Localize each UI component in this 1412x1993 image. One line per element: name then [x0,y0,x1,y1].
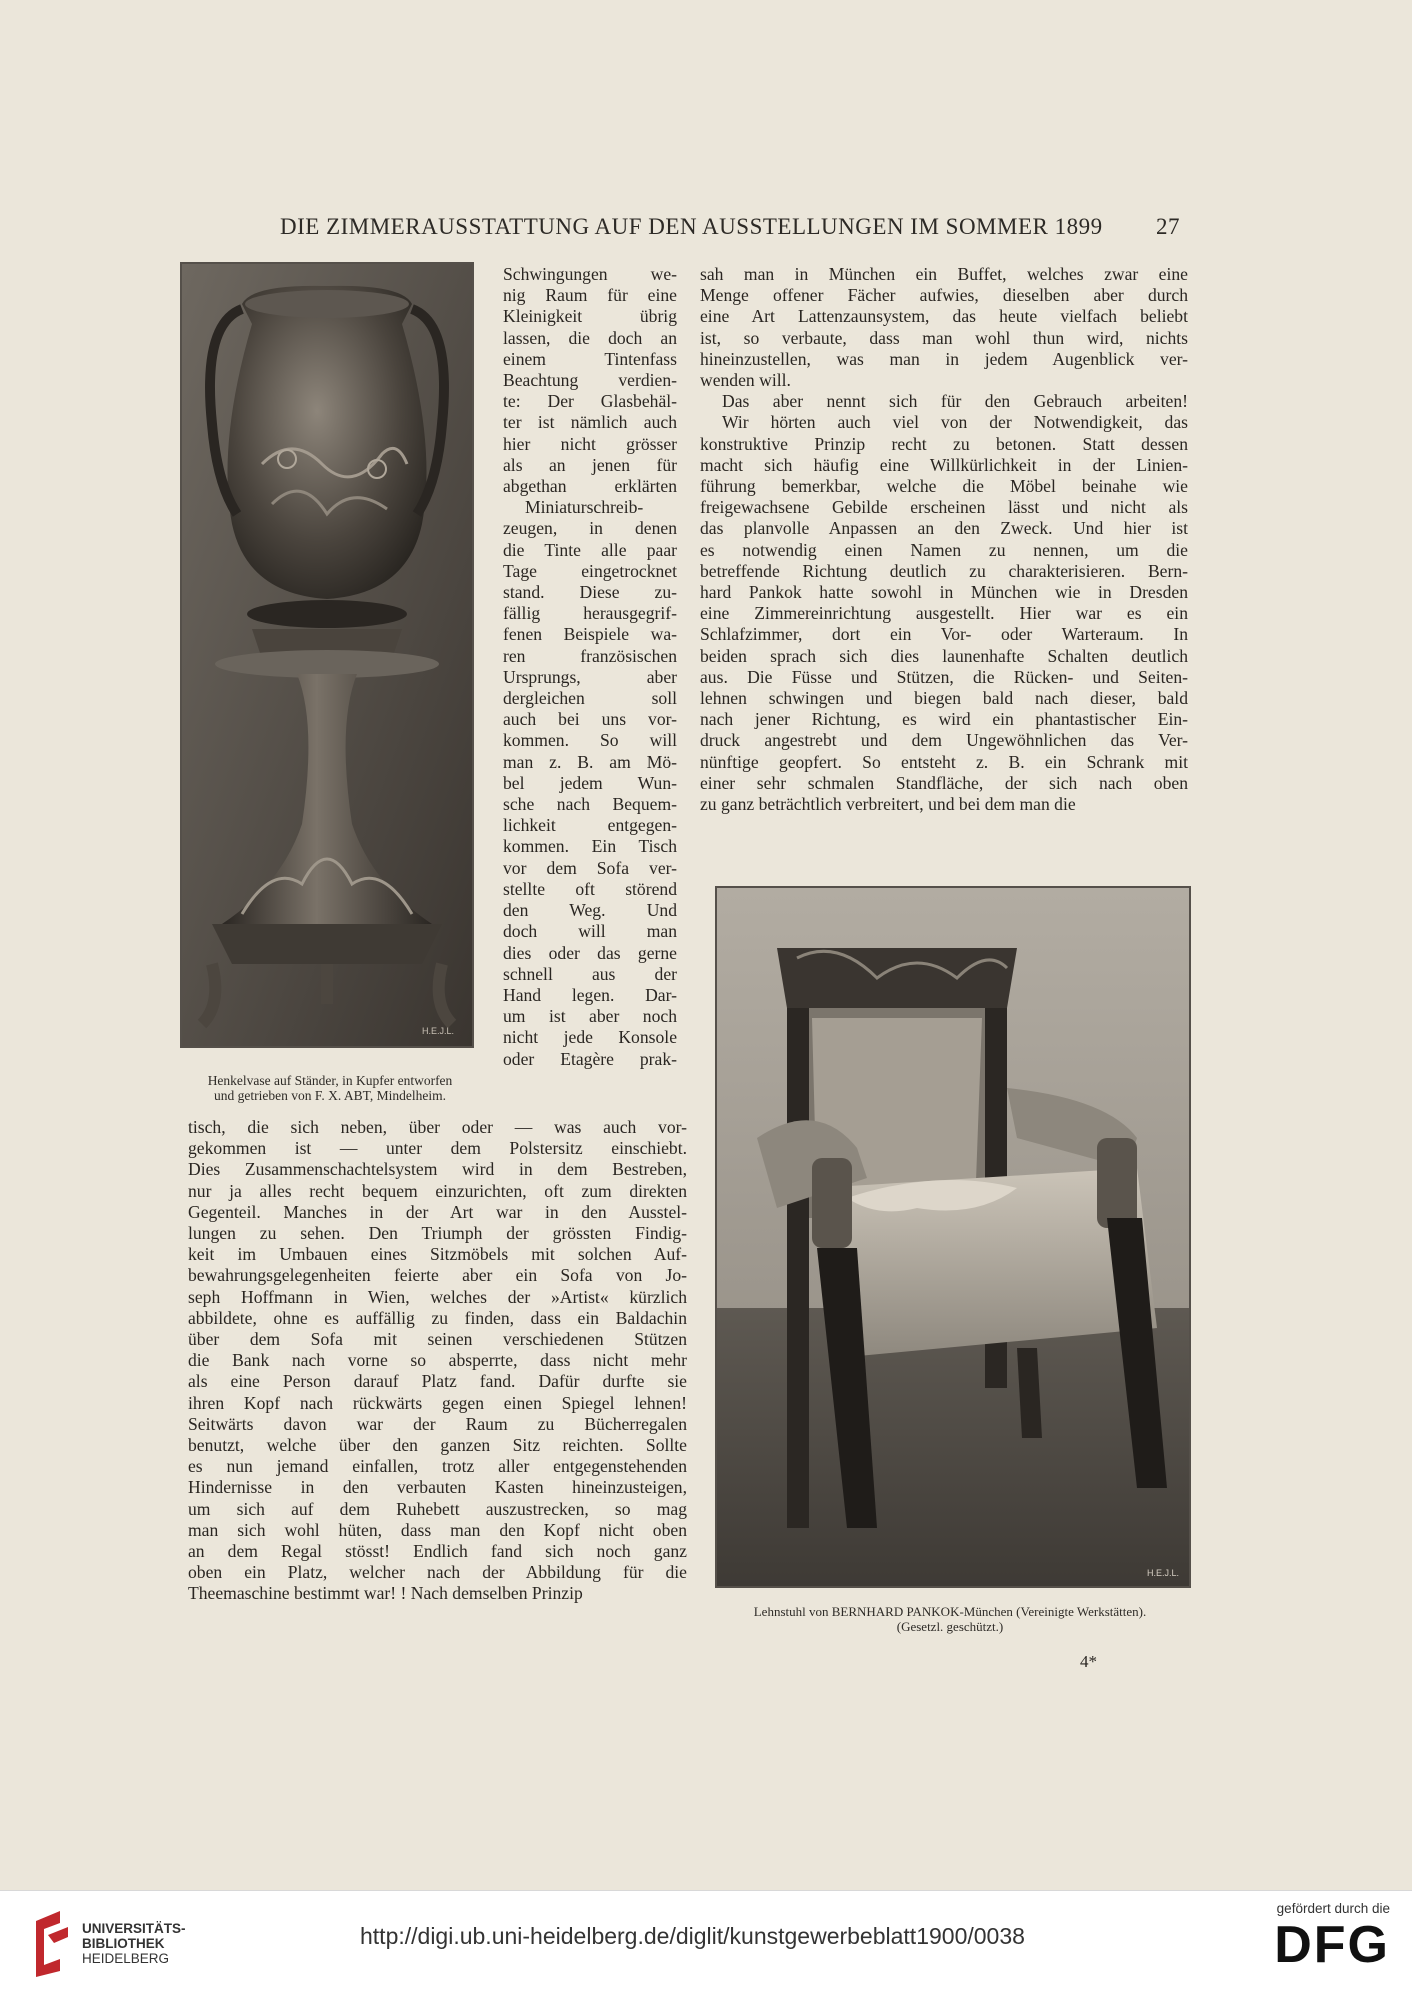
text-line: Kleinigkeit übrig [503,306,677,327]
text-line: benutzt, welche über den ganzen Sitz reichten. Sollte [188,1435,687,1456]
armchair-illustration [715,886,1191,1588]
text-line: Wir hörten auch viel von der Notwendigkeit, das [722,412,1188,433]
text-column-narrow [503,264,677,1070]
text-line: wenden will. [700,370,791,391]
text-line: Hindernisse in den verbauten Kasten hineinzusteigen, [188,1477,687,1498]
text-line: eine Art Lattenzaunsystem, das heute vielfach beliebt [700,306,1188,327]
text-line: Menge offener Fächer aufwies, dieselben aber durch [700,285,1188,306]
armchair-caption-line1: Lehnstuhl von BERNHARD PANKOK-München (Vereinigte Werkstätten). [753,1604,1147,1619]
text-line: an dem Regal stösst! Endlich fand sich noch ganz [188,1541,687,1562]
text-line: zu ganz beträchtlich verbreitert, und bei dem man die [700,794,1076,815]
footer-bar [0,1890,1412,1993]
text-line: gekommen ist — unter dem Polstersitz einschiebt. [188,1138,687,1159]
text-line: als eine Person darauf Platz fand. Dafür durfte sie [188,1371,687,1392]
vase-drawing [182,264,472,1046]
text-line: Tage eingetrocknet [503,560,677,581]
text-line: nünftige geopfert. So entsteht z. B. ein Schrank mit [700,751,1188,772]
text-line: hard Pankok hatte sowohl in München wie in Dresden [700,582,1188,603]
text-line: ist, so verbaute, dass man wohl thun wird, nichts [700,327,1188,348]
text-line: Hand legen. Dar- [503,984,677,1005]
text-line: es nun jemand einfallen, trotz aller entgegenstehenden [188,1456,687,1477]
page-number: 27 [1156,214,1180,239]
text-line: Seitwärts davon war der Raum zu Bücherregalen [188,1413,687,1434]
vase-caption-line1: Henkelvase auf Ständer, in Kupfer entworfen [207,1073,453,1088]
text-line: um ist aber noch [503,1006,677,1027]
text-line: bel jedem Wun- [503,772,677,793]
library-emblem-icon [30,1907,74,1977]
text-line: keit im Umbauen eines Sitzmöbels mit solchen Auf- [188,1244,687,1265]
text-line: hineinzustellen, was man in jedem Augenblick ver- [700,348,1188,369]
text-line: kommen. Ein Tisch [503,836,677,857]
library-name [82,1921,186,1966]
header-title: DIE ZIMMERAUSSTATTUNG AUF DEN AUSSTELLUNGEN IM SOMMER 1899 [280,214,1103,239]
library-name-line1: UNIVERSITÄTS- [82,1921,186,1936]
text-line: betreffende Richtung deutlich zu charakterisieren. Bern- [700,560,1188,581]
text-line: seph Hoffmann in Wien, welches der »Artist« kürzlich [188,1286,687,1307]
text-line: lichkeit entgegen- [503,815,677,836]
text-line: oben ein Platz, welcher nach der Abbildung für die [188,1562,687,1583]
funded-by-label: gefördert durch die [1276,1901,1390,1916]
text-line: konstruktive Prinzip recht zu betonen. Statt dessen [700,433,1188,454]
text-line: zeugen, in denen [503,518,677,539]
text-line: te: Der Glasbehäl- [503,391,677,412]
text-line: als an jenen für [503,454,677,475]
text-line: einer sehr schmalen Standfläche, der sich nach oben [700,772,1188,793]
text-line: fällig herausgegrif- [503,603,677,624]
library-logo [30,1907,190,1977]
text-line: Miniaturschreib- [525,497,644,518]
text-line: aus. Die Füsse und Stützen, die Rücken- und Seiten- [700,666,1188,687]
text-line: Das aber nennt sich für den Gebrauch arbeiten! [722,391,1188,412]
text-line: stand. Diese zu- [503,582,677,603]
text-line: Beachtung verdien- [503,370,677,391]
armchair-caption [700,1604,1200,1634]
text-column-right [700,264,1188,815]
text-line: Theemaschine bestimmt war! ! Nach demselben Prinzip [188,1583,583,1604]
text-line: beiden sprach sich dies launenhafte Schalten deutlich [700,645,1188,666]
text-line: über dem Sofa mit seinen verschiedenen Stützen [188,1329,687,1350]
text-line: ren französischen [503,645,677,666]
text-line: Gegenteil. Manches in der Art war in den Ausstel- [188,1201,687,1222]
text-line: schnell aus der [503,963,677,984]
text-line: abgethan erklärten [503,476,677,497]
text-line: tisch, die sich neben, über oder — was auch vor- [188,1117,687,1137]
text-line: Schlafzimmer, dort ein Vor- oder Warteraum. In [700,624,1188,645]
text-line: lungen zu sehen. Den Triumph der grössten Findig- [188,1223,687,1244]
text-line: stellte oft störend [503,878,677,899]
text-column-wide [188,1117,687,1605]
text-line: dergleichen soll [503,688,677,709]
vase-signature: H.E.J.L. [422,1026,455,1036]
vase-caption [185,1073,475,1103]
text-line: eine Zimmereinrichtung ausgestellt. Hier war es ein [700,603,1188,624]
text-line: dies oder das gerne [503,942,677,963]
vase-illustration [180,262,474,1048]
text-line: sche nach Bequem- [503,794,677,815]
text-line: die Tinte alle paar [503,539,677,560]
text-line: man sich wohl hüten, dass man den Kopf nicht oben [188,1519,687,1540]
text-line: doch will man [503,921,677,942]
text-line: freigewachsene Gebilde erscheinen lässt und nicht als [700,497,1188,518]
text-line: hier nicht grösser [503,433,677,454]
text-line: lassen, die doch an [503,327,677,348]
text-line: auch bei uns vor- [503,709,677,730]
text-line: sah man in München ein Buffet, welches zwar eine [700,264,1188,284]
text-line: nig Raum für eine [503,285,677,306]
text-line: Dies Zusammenschachtelsystem wird in dem Bestreben, [188,1159,687,1180]
text-line: einem Tintenfass [503,348,677,369]
text-line: ter ist nämlich auch [503,412,677,433]
text-line: das planvolle Anpassen an den Zweck. Und hier ist [700,518,1188,539]
text-line: druck angestrebt und dem Ungewöhnlichen das Ver- [700,730,1188,751]
text-line: kommen. So will [503,730,677,751]
text-line: den Weg. Und [503,900,677,921]
armchair-caption-line2: (Gesetzl. geschützt.) [896,1619,1004,1634]
text-line: man z. B. am Mö- [503,751,677,772]
text-line: ihren Kopf nach rückwärts gegen einen Spiegel lehnen! [188,1392,687,1413]
library-name-line3: HEIDELBERG [82,1951,170,1966]
text-line: lehnen schwingen und biegen bald nach dieser, bald [700,688,1188,709]
dfg-wordmark: DFG [1274,1916,1390,1974]
source-url-link[interactable]: http://digi.ub.uni-heidelberg.de/diglit/kunstgewerbeblatt1900/0038 [360,1923,1025,1949]
text-line: bewahrungsgelegenheiten feierte aber ein Sofa von Jo- [188,1265,687,1286]
text-line: nur ja alles recht bequem einzurichten, oft zum direkten [188,1180,687,1201]
text-line: Ursprungs, aber [503,666,677,687]
signature-mark: 4* [1080,1652,1097,1671]
text-line: abbildete, ohne es auffällig zu finden, dass ein Baldachin [188,1307,687,1328]
text-line: nicht jede Konsole [503,1027,677,1048]
armchair-signature: H.E.J.L. [1147,1568,1180,1578]
text-line: um sich auf dem Ruhebett auszustrecken, so mag [188,1498,687,1519]
text-line: es notwendig einen Namen zu nennen, um die [700,539,1188,560]
library-name-line2: BIBLIOTHEK [82,1936,165,1951]
text-line: fenen Beispiele wa- [503,624,677,645]
dfg-logo [1240,1901,1390,1983]
text-line: führung bemerkbar, welche die Möbel beinahe wie [700,476,1188,497]
armchair-drawing [717,888,1189,1586]
text-line: oder Etagère prak- [503,1048,677,1069]
text-line: nach jener Richtung, es wird ein phantastischer Ein- [700,709,1188,730]
text-line: macht sich häufig eine Willkürlichkeit in der Linien- [700,454,1188,475]
text-line: die Bank nach vorne so absperrte, dass nicht mehr [188,1350,687,1371]
text-line: vor dem Sofa ver- [503,857,677,878]
text-line: Schwingungen we- [503,264,677,284]
vase-caption-line2: und getrieben von F. X. ABT, Mindelheim. [214,1088,446,1103]
